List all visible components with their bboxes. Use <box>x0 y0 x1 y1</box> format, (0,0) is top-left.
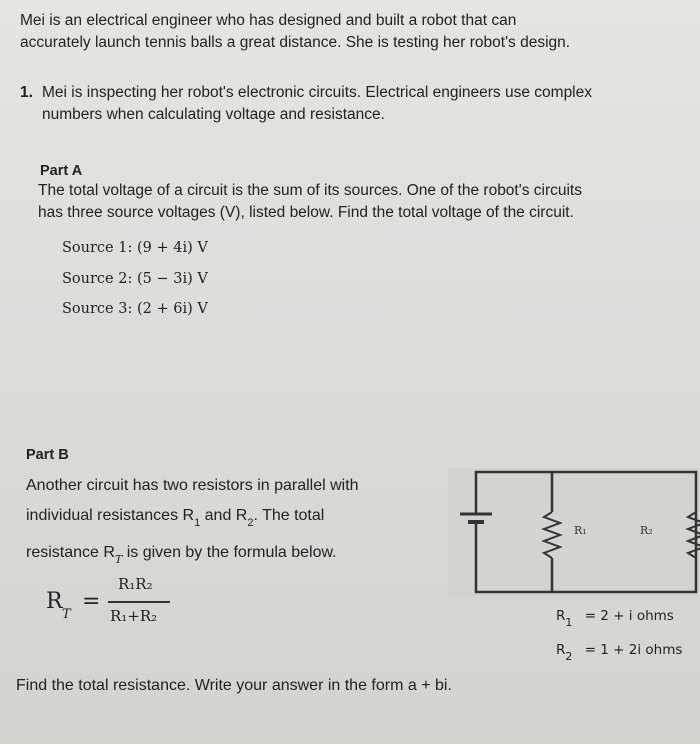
source-2-value: (5 − 3i) V <box>136 271 208 287</box>
part-a-line-2: has three source voltages (V), listed below. Find the total voltage of the circuit. <box>38 204 574 221</box>
part-b-heading: Part B <box>26 447 69 463</box>
part-b-line-3 <box>26 538 416 569</box>
question-1 <box>20 82 680 126</box>
question-number: 1. <box>20 84 33 101</box>
source-1-label: Source 1: <box>62 240 133 256</box>
part-b-line-2b: and R <box>200 507 248 524</box>
part-b-line-2 <box>26 501 416 532</box>
source-3-label: Source 3: <box>62 301 133 317</box>
source-2 <box>62 271 208 287</box>
r2-subscript: 2 <box>247 517 254 529</box>
r1-value-label: R <box>556 608 566 624</box>
part-b-line-2a: individual resistances R <box>26 507 195 524</box>
part-b-line-3b: is given by the formula below. <box>122 544 337 561</box>
formula-numerator: R₁R₂ <box>118 575 153 593</box>
circuit-label-r2: R₂ <box>640 524 653 537</box>
formula-lhs: R <box>46 589 63 614</box>
intro-line-2: accurately launch tennis balls a great distance. She is testing her robot's design. <box>20 34 571 51</box>
parallel-circuit-diagram <box>448 468 700 598</box>
circuit-label-r1: R₁ <box>574 524 587 537</box>
r1-value <box>556 608 674 629</box>
question-1-line-2: numbers when calculating voltage and resistance. <box>42 106 385 123</box>
part-a-heading: Part A <box>40 163 83 179</box>
part-a-line-1: The total voltage of a circuit is the sum of its sources. One of the robot's circuits <box>38 182 582 199</box>
r2-value <box>556 642 683 663</box>
resistance-formula <box>46 575 186 635</box>
intro-paragraph <box>20 10 670 54</box>
r2-value-label: R <box>556 642 566 658</box>
part-b-text <box>26 471 416 569</box>
rt-subscript: T <box>114 553 123 566</box>
part-a-text <box>38 180 668 224</box>
formula-equals: = <box>82 589 101 614</box>
part-b-line-2c: . The total <box>253 507 325 524</box>
part-b-line-3a: resistance R <box>26 544 115 561</box>
r1-subscript: 1 <box>194 517 201 529</box>
r1-value-text: = 2 + i ohms <box>584 608 674 624</box>
source-3 <box>62 301 208 317</box>
question-1-line-1: Mei is inspecting her robot's electronic circuits. Electrical engineers use complex <box>42 84 593 101</box>
r2-value-text: = 1 + 2i ohms <box>584 642 683 658</box>
r2-value-subscript: 2 <box>565 650 573 663</box>
r1-value-subscript: 1 <box>565 616 573 629</box>
fraction-bar <box>108 601 170 603</box>
formula-denominator: R₁+R₂ <box>110 607 158 625</box>
source-1-value: (9 + 4i) V <box>136 240 208 256</box>
source-2-label: Source 2: <box>62 271 133 287</box>
formula-lhs-subscript: T <box>62 607 71 622</box>
intro-line-1: Mei is an electrical engineer who has designed and built a robot that can <box>20 12 517 29</box>
source-3-value: (2 + 6i) V <box>136 301 208 317</box>
find-instruction: Find the total resistance. Write your answer in the form a + bi. <box>16 677 452 694</box>
part-b-line-1: Another circuit has two resistors in parallel with <box>26 477 359 494</box>
source-1 <box>62 240 208 256</box>
